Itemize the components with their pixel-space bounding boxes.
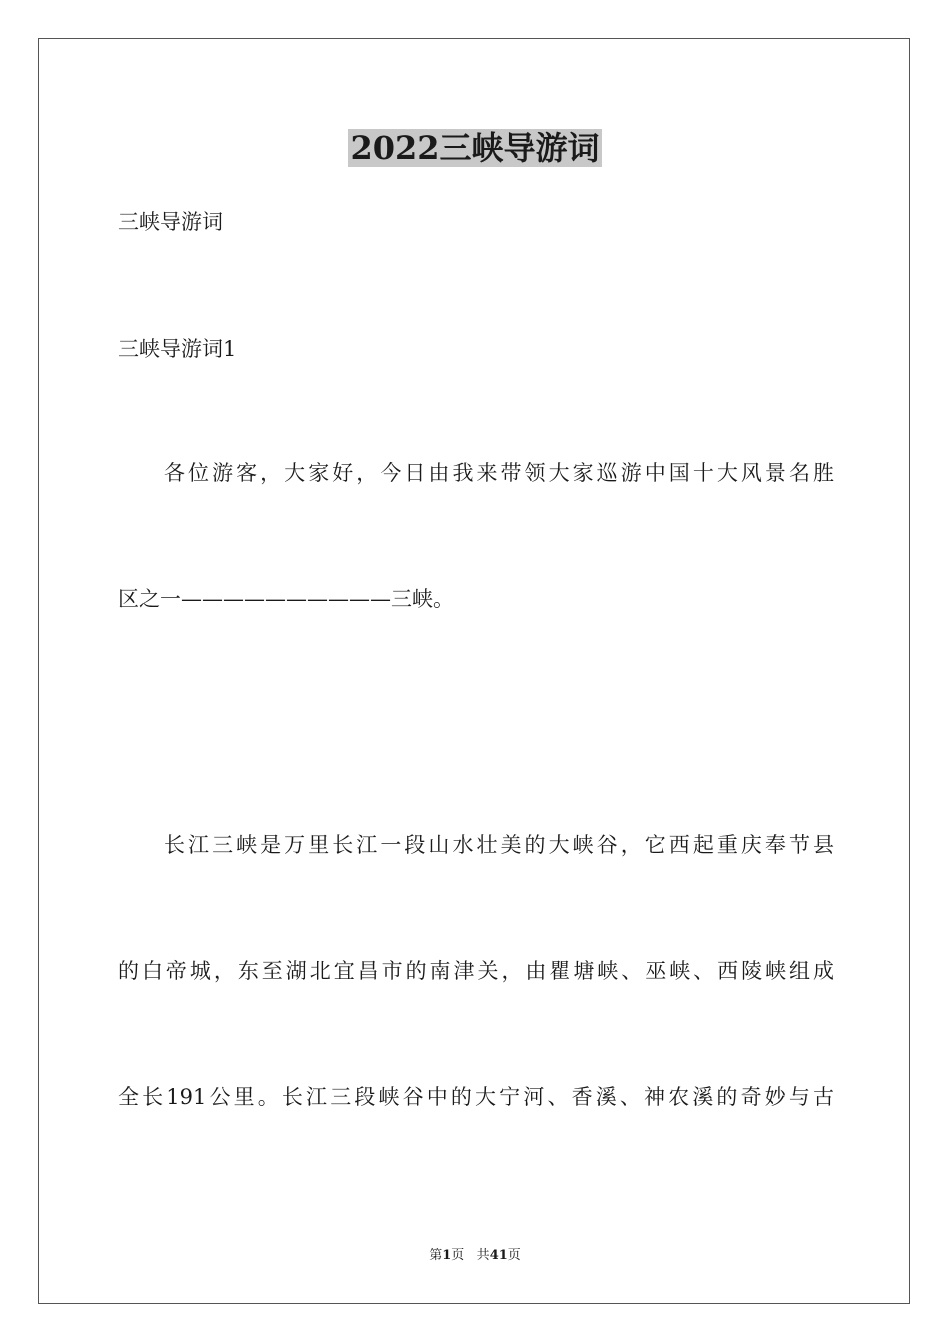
section-heading: 三峡导游词 xyxy=(118,210,223,234)
paragraph-line: 的白帝城，东至湖北宜昌市的南津关，由瞿塘峡、巫峡、西陵峡组成 xyxy=(118,959,834,983)
total-prefix: 共 xyxy=(476,1248,490,1263)
paragraph-line: 区之一——————————三峡。 xyxy=(118,587,454,611)
paragraph-line: 长江三峡是万里长江一段山水壮美的大峡谷，它西起重庆奉节县 xyxy=(164,833,834,857)
subsection-heading: 三峡导游词1 xyxy=(118,337,237,361)
page-prefix: 第 xyxy=(429,1248,443,1263)
page-footer xyxy=(0,1247,950,1265)
page-number: 1 xyxy=(442,1248,452,1263)
document-title xyxy=(0,126,950,170)
document-title-text: 2022三峡导游词 xyxy=(350,129,600,167)
total-suffix: 页 xyxy=(507,1248,521,1263)
page-suffix: 页 xyxy=(451,1248,465,1263)
paragraph-line: 全长191公里。长江三段峡谷中的大宁河、香溪、神农溪的奇妙与古 xyxy=(118,1085,834,1109)
total-pages: 41 xyxy=(489,1248,508,1263)
paragraph-line: 各位游客，大家好，今日由我来带领大家巡游中国十大风景名胜 xyxy=(164,461,834,485)
